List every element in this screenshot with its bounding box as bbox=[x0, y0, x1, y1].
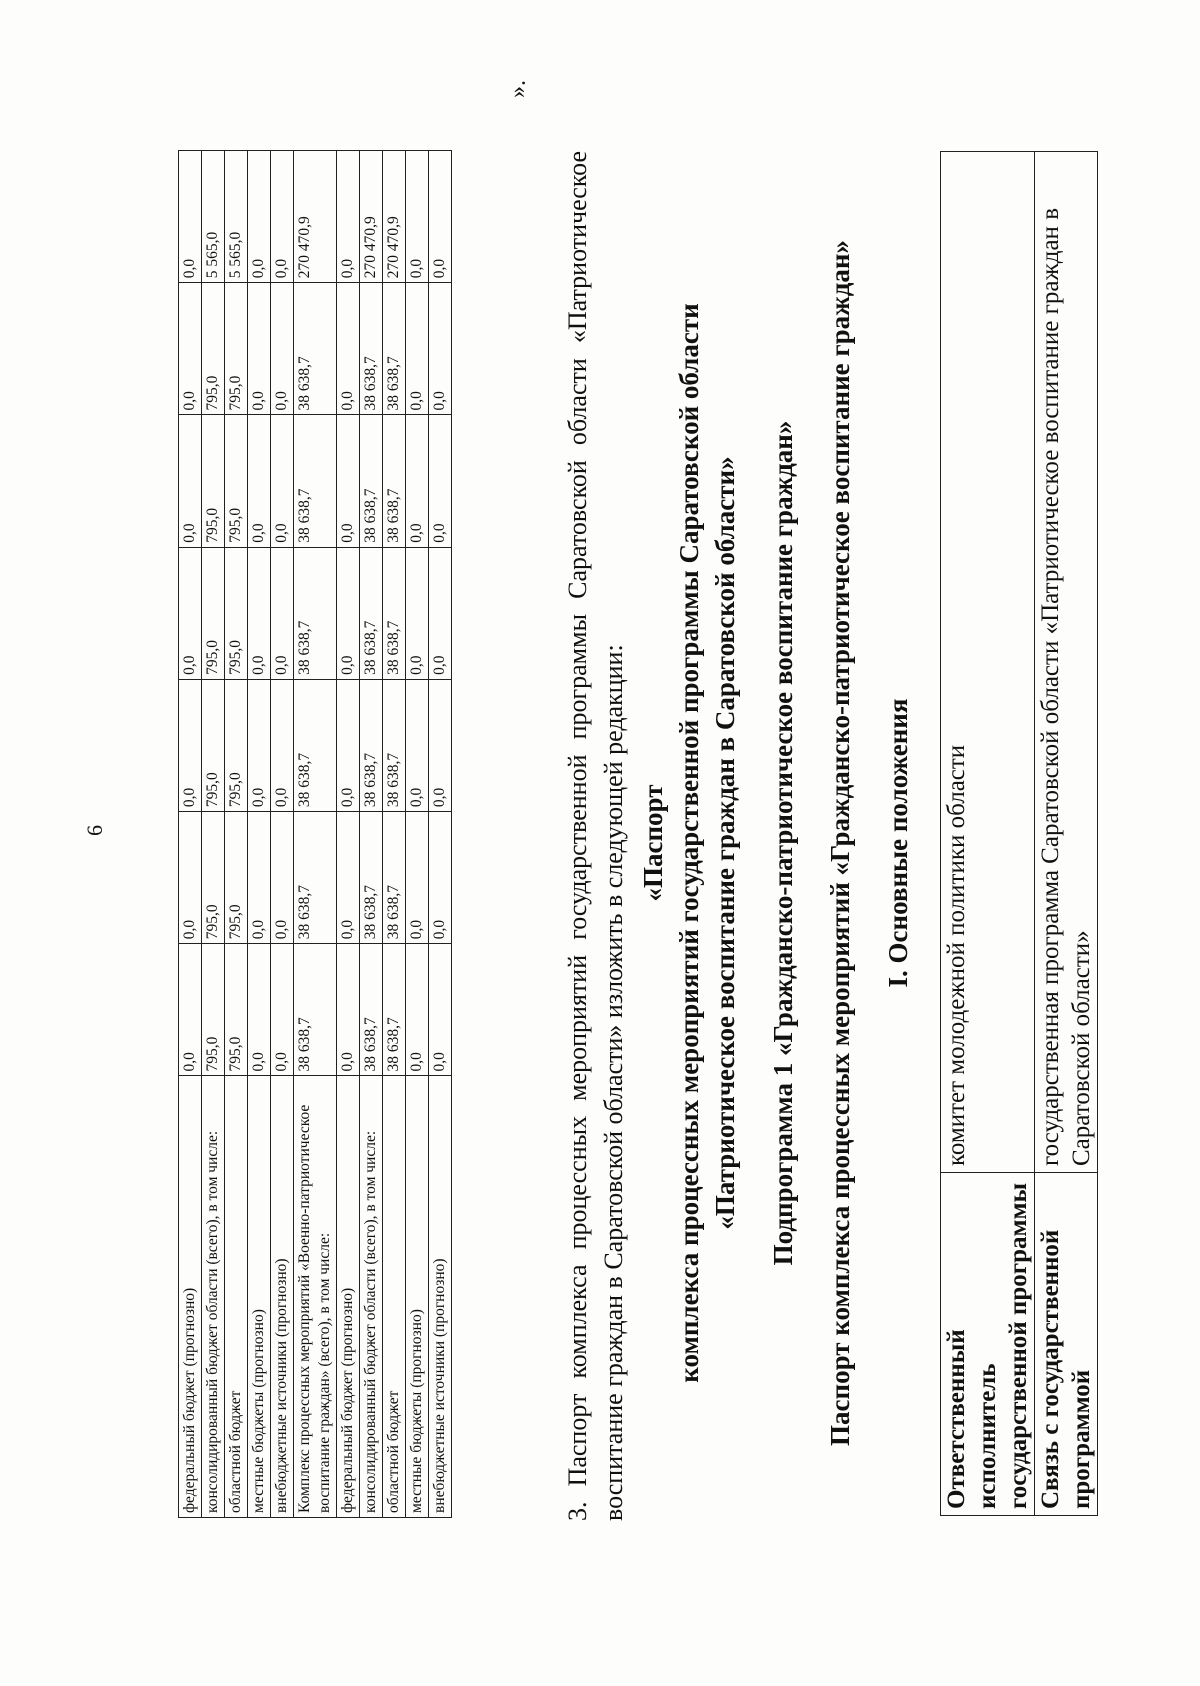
responsible-executor-label: Ответственный исполнитель государственной программы bbox=[941, 1173, 1035, 1516]
table-row bbox=[271, 151, 294, 1518]
row-value: 0,0 bbox=[271, 283, 294, 415]
main-provisions-table bbox=[940, 151, 1098, 1516]
row-value: 5 565,0 bbox=[202, 151, 225, 283]
program-link-value: государственная программа Саратовской области «Патриотическое воспитание граждан в Саратовской области» bbox=[1035, 152, 1098, 1173]
responsible-executor-value: комитет молодежной политики области bbox=[941, 152, 1035, 1173]
row-value: 0,0 bbox=[429, 283, 452, 415]
row-value: 0,0 bbox=[179, 415, 202, 547]
row-value: 38 638,7 bbox=[383, 679, 406, 811]
amendment-paragraph: 3. Паспорт комплекса процессных мероприятий государственной программы Саратовской области «Патриотическое воспитание граждан в Саратовской области» изложить в следующей редакции: bbox=[563, 151, 628, 1521]
row-value: 0,0 bbox=[429, 547, 452, 679]
row-value: 0,0 bbox=[406, 415, 429, 547]
row-value: 0,0 bbox=[179, 679, 202, 811]
subprogram-passport-heading: Паспорт комплекса процессных мероприятий «Гражданско-патриотическое воспитание граждан» bbox=[825, 240, 855, 1446]
row-value: 38 638,7 bbox=[383, 944, 406, 1076]
row-label: внебюджетные источники (прогнозно) bbox=[271, 1076, 294, 1518]
subprogram-heading: Подпрограмма 1 «Гражданско-патриотическое воспитание граждан» bbox=[768, 420, 798, 1266]
row-label: федеральный бюджет (прогнозно) bbox=[337, 1076, 360, 1518]
row-value: 795,0 bbox=[202, 679, 225, 811]
row-value: 0,0 bbox=[337, 283, 360, 415]
row-value: 0,0 bbox=[406, 812, 429, 944]
row-value: 38 638,7 bbox=[360, 812, 383, 944]
table-row bbox=[941, 152, 1035, 1516]
row-value: 0,0 bbox=[179, 151, 202, 283]
row-value: 795,0 bbox=[225, 283, 248, 415]
row-value: 0,0 bbox=[406, 151, 429, 283]
row-value: 0,0 bbox=[248, 812, 271, 944]
table-row bbox=[225, 151, 248, 1518]
row-value: 38 638,7 bbox=[294, 283, 337, 415]
row-label: Комплекс процессных мероприятий «Военно-патриотическое воспитание граждан» (всего), в том числе: bbox=[294, 1076, 337, 1518]
finance-table bbox=[178, 150, 452, 1518]
program-link-label: Связь с государственной программой bbox=[1035, 1173, 1098, 1516]
row-value: 795,0 bbox=[202, 944, 225, 1076]
row-value: 0,0 bbox=[337, 151, 360, 283]
row-value: 38 638,7 bbox=[360, 679, 383, 811]
row-value: 0,0 bbox=[179, 944, 202, 1076]
row-value: 5 565,0 bbox=[225, 151, 248, 283]
row-value: 0,0 bbox=[248, 283, 271, 415]
row-label: областной бюджет bbox=[383, 1076, 406, 1518]
row-value: 0,0 bbox=[429, 679, 452, 811]
row-value: 38 638,7 bbox=[360, 547, 383, 679]
section-heading: I. Основные положения bbox=[883, 698, 913, 988]
row-value: 795,0 bbox=[202, 283, 225, 415]
row-value: 795,0 bbox=[202, 415, 225, 547]
row-value: 0,0 bbox=[271, 679, 294, 811]
row-value: 0,0 bbox=[429, 151, 452, 283]
row-value: 38 638,7 bbox=[360, 415, 383, 547]
row-value: 0,0 bbox=[337, 812, 360, 944]
row-label: областной бюджет bbox=[225, 1076, 248, 1518]
row-value: 0,0 bbox=[179, 547, 202, 679]
row-value: 0,0 bbox=[429, 812, 452, 944]
row-value: 795,0 bbox=[202, 547, 225, 679]
row-value: 38 638,7 bbox=[360, 944, 383, 1076]
row-label: местные бюджеты (прогнозно) bbox=[248, 1076, 271, 1518]
table-row bbox=[337, 151, 360, 1518]
page-number: 6 bbox=[82, 825, 107, 836]
row-value: 38 638,7 bbox=[383, 547, 406, 679]
passport-heading: «Паспорт bbox=[638, 784, 668, 902]
complex-heading-line2: «Патриотическое воспитание граждан в Саратовской области» bbox=[710, 456, 740, 1230]
row-value: 795,0 bbox=[225, 944, 248, 1076]
row-value: 0,0 bbox=[429, 415, 452, 547]
row-value: 0,0 bbox=[248, 151, 271, 283]
table-row bbox=[1035, 152, 1098, 1516]
row-value: 0,0 bbox=[248, 415, 271, 547]
table-row bbox=[406, 151, 429, 1518]
table-row bbox=[202, 151, 225, 1518]
row-value: 0,0 bbox=[271, 151, 294, 283]
row-value: 0,0 bbox=[271, 415, 294, 547]
row-value: 0,0 bbox=[179, 283, 202, 415]
row-value: 0,0 bbox=[248, 944, 271, 1076]
row-value: 0,0 bbox=[337, 944, 360, 1076]
row-value: 795,0 bbox=[202, 812, 225, 944]
row-label: внебюджетные источники (прогнозно) bbox=[429, 1076, 452, 1518]
row-value: 38 638,7 bbox=[294, 944, 337, 1076]
row-value: 38 638,7 bbox=[294, 812, 337, 944]
row-value: 795,0 bbox=[225, 812, 248, 944]
row-value: 0,0 bbox=[248, 547, 271, 679]
row-value: 795,0 bbox=[225, 679, 248, 811]
row-label: местные бюджеты (прогнозно) bbox=[406, 1076, 429, 1518]
row-value: 0,0 bbox=[429, 944, 452, 1076]
complex-heading-line1: комплекса процессных мероприятий государственной программы Саратовской области bbox=[674, 303, 704, 1383]
row-value: 0,0 bbox=[271, 812, 294, 944]
row-value: 0,0 bbox=[337, 415, 360, 547]
row-value: 0,0 bbox=[271, 547, 294, 679]
row-label: консолидированный бюджет области (всего), в том числе: bbox=[202, 1076, 225, 1518]
row-value: 38 638,7 bbox=[383, 283, 406, 415]
table-row bbox=[429, 151, 452, 1518]
row-label: консолидированный бюджет области (всего), в том числе: bbox=[360, 1076, 383, 1518]
row-value: 270 470,9 bbox=[383, 151, 406, 283]
row-value: 270 470,9 bbox=[360, 151, 383, 283]
row-value: 38 638,7 bbox=[360, 283, 383, 415]
row-value: 0,0 bbox=[406, 944, 429, 1076]
table-row bbox=[294, 151, 337, 1518]
row-value: 38 638,7 bbox=[294, 547, 337, 679]
row-label: федеральный бюджет (прогнозно) bbox=[179, 1076, 202, 1518]
row-value: 0,0 bbox=[271, 944, 294, 1076]
table-row bbox=[383, 151, 406, 1518]
row-value: 38 638,7 bbox=[294, 415, 337, 547]
row-value: 38 638,7 bbox=[294, 679, 337, 811]
row-value: 38 638,7 bbox=[383, 812, 406, 944]
row-value: 0,0 bbox=[337, 547, 360, 679]
row-value: 0,0 bbox=[406, 547, 429, 679]
row-value: 795,0 bbox=[225, 415, 248, 547]
closing-quote: ». bbox=[505, 80, 531, 98]
row-value: 0,0 bbox=[337, 679, 360, 811]
row-value: 0,0 bbox=[248, 679, 271, 811]
row-value: 270 470,9 bbox=[294, 151, 337, 283]
table-row bbox=[360, 151, 383, 1518]
row-value: 0,0 bbox=[179, 812, 202, 944]
table-row bbox=[179, 151, 202, 1518]
row-value: 38 638,7 bbox=[383, 415, 406, 547]
row-value: 0,0 bbox=[406, 679, 429, 811]
row-value: 795,0 bbox=[225, 547, 248, 679]
row-value: 0,0 bbox=[406, 283, 429, 415]
table-row bbox=[248, 151, 271, 1518]
